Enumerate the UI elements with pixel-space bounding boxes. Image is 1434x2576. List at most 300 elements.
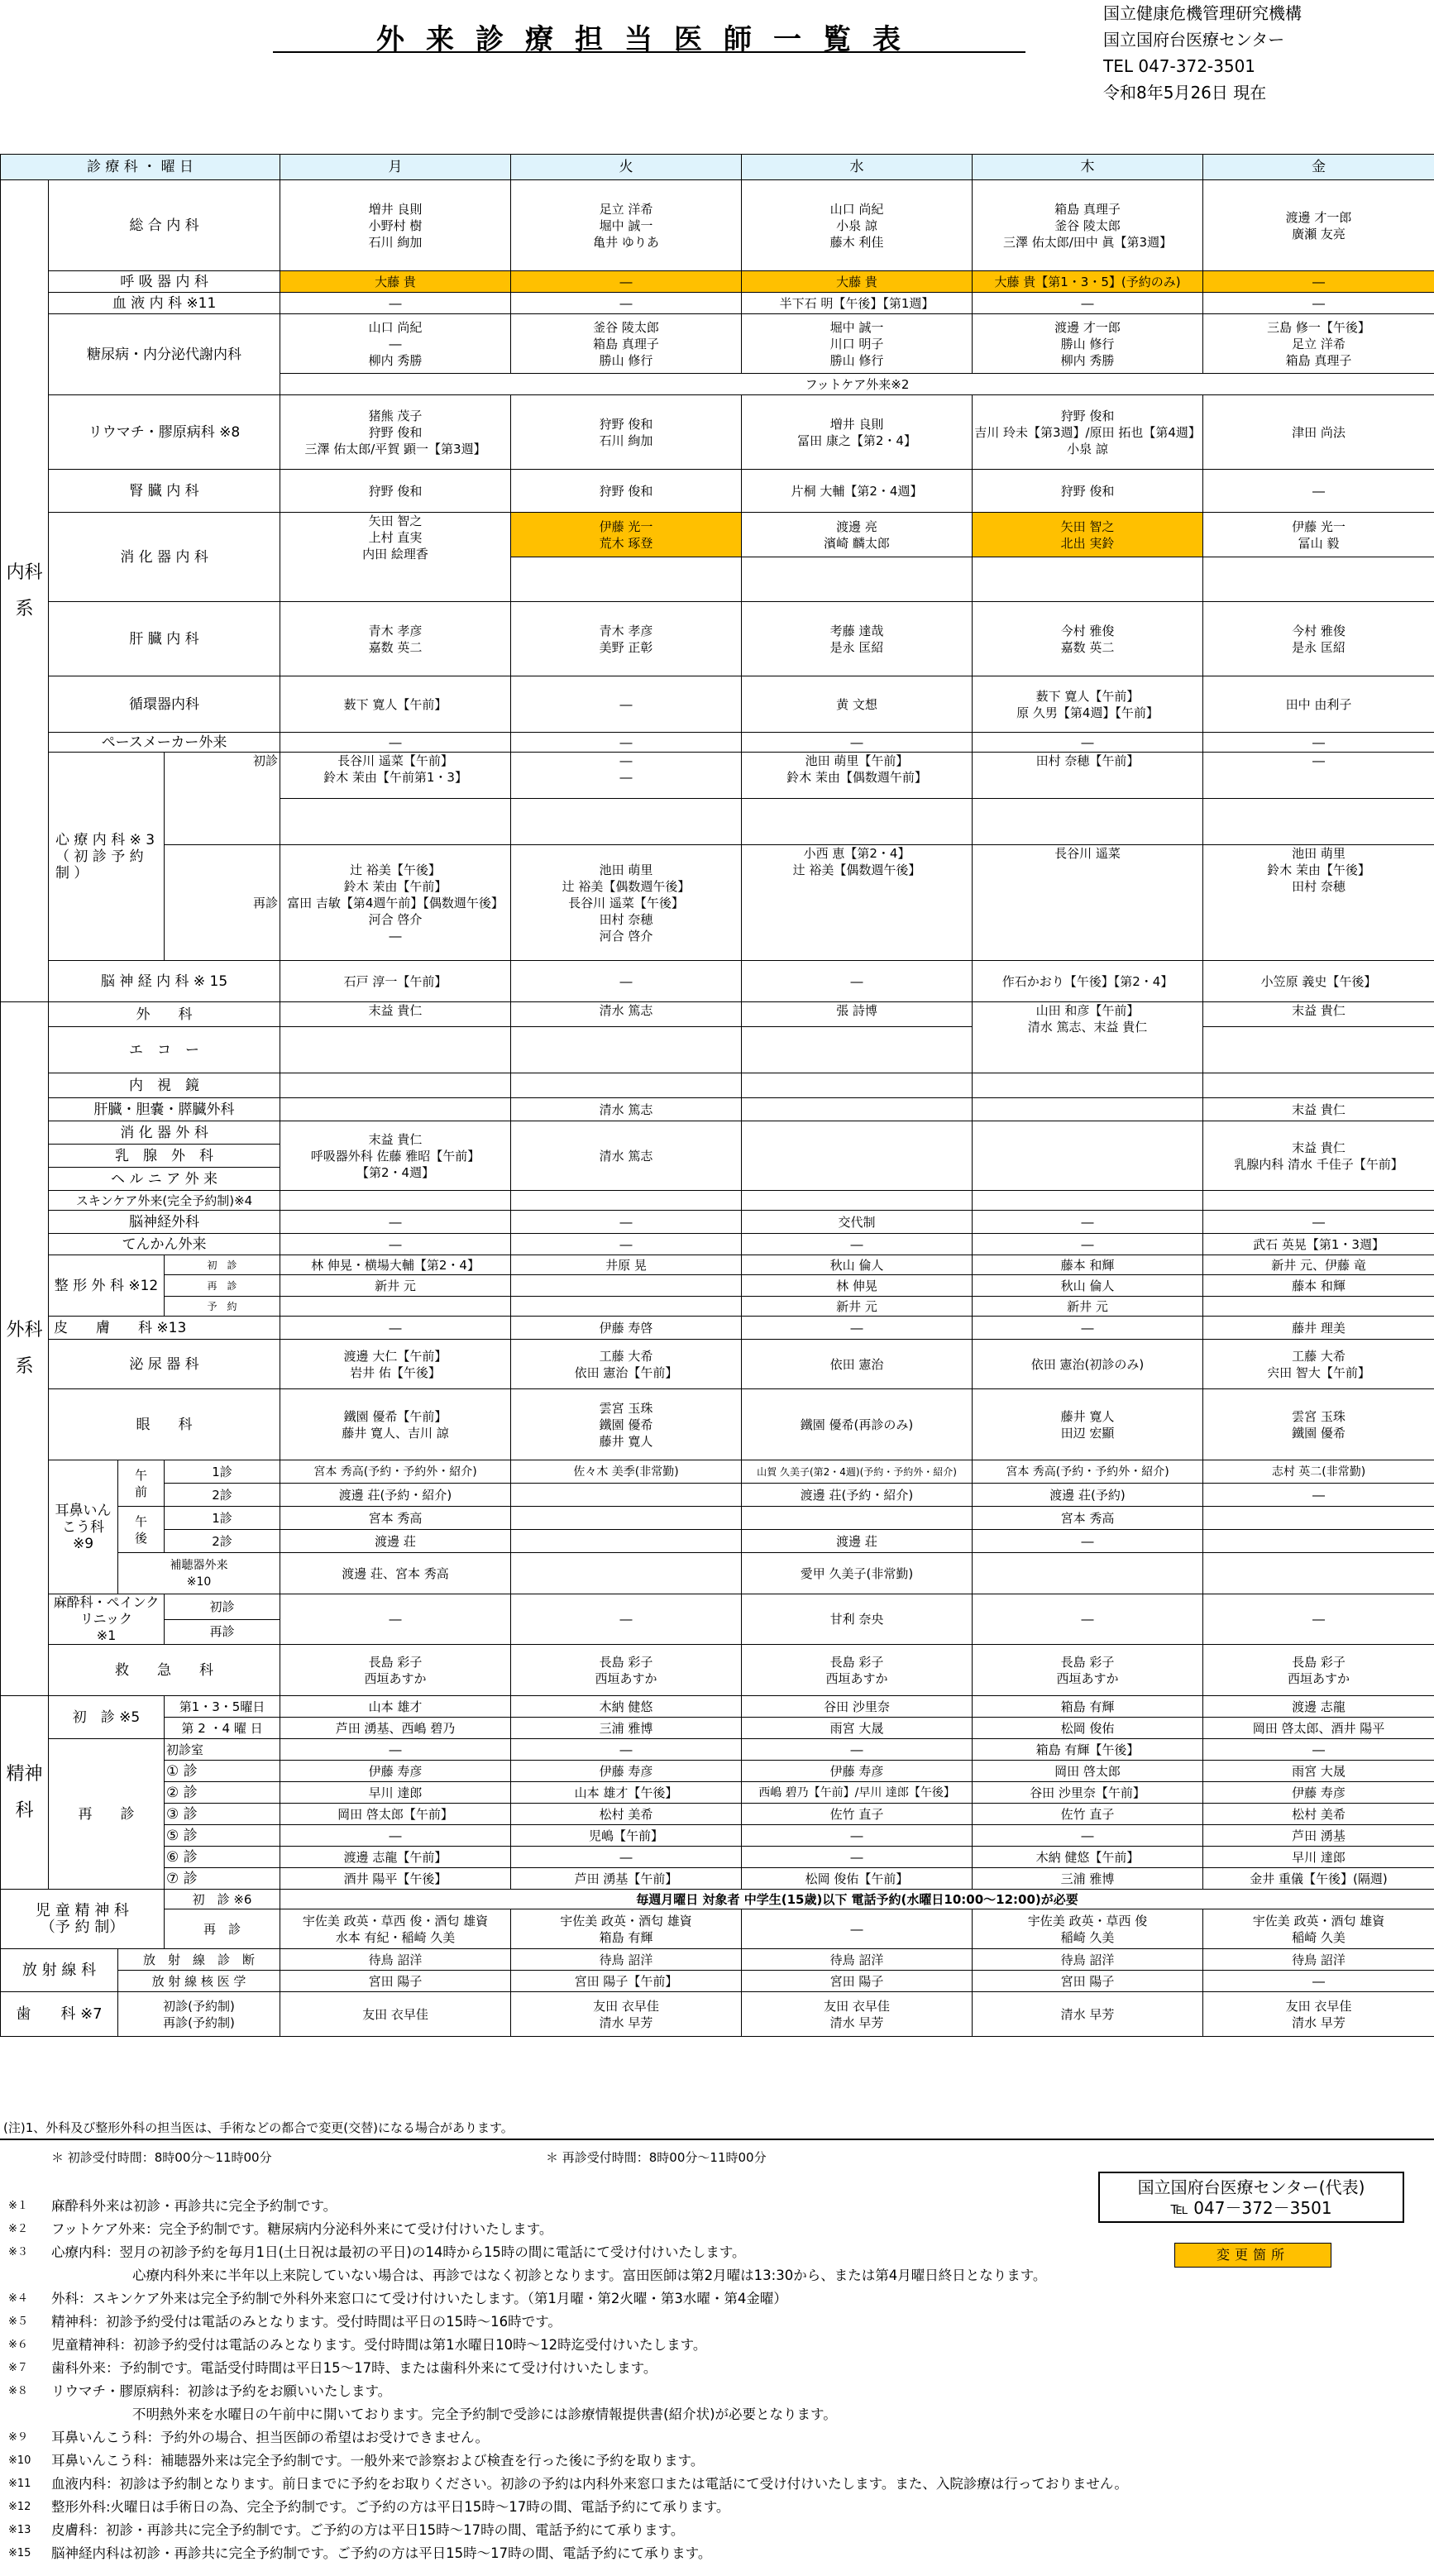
table-row: [1, 602, 1434, 676]
cell-seikei-s-fri: 新井 元、伊藤 竜: [1203, 1255, 1434, 1275]
cell-shoukaki-fri: 伊藤 光一 冨山 毅: [1203, 513, 1434, 557]
dept-shoukaki: 消 化 器 内 科: [49, 513, 280, 602]
cell-seishin-r5-wed: ―: [742, 1825, 973, 1847]
sub-seishin-w135: 第1・3・5曜日: [165, 1696, 280, 1718]
cell-hoshasen-d-mon: 待鳥 詔洋: [280, 1949, 511, 1971]
header-thu: 木: [973, 155, 1203, 180]
cell-seishin-r3-fri: 松村 美希: [1203, 1804, 1434, 1825]
cell-seishin-r7-tue: 芦田 湧基【午前】: [511, 1868, 742, 1890]
cell-junkanki-mon: 薮下 寛人【午前】: [280, 676, 511, 733]
cell-sougou-mon: 増井 良則 小野村 樹 石川 絢加: [280, 180, 511, 271]
cell-geka-tue: 清水 篤志: [511, 1002, 742, 1027]
cell-jibi-am1-tue: 佐々木 美季(非常勤): [511, 1460, 742, 1484]
table-header-row: [1, 155, 1434, 180]
cell-jibi-h-tue: [511, 1553, 742, 1594]
table-row: [1, 753, 1434, 799]
cell-kyukyu-thu: 長島 彩子 西垣あすか: [973, 1645, 1203, 1696]
dept-hoshasen: 放 射 線 科: [1, 1949, 118, 1992]
table-row: [1, 1191, 1434, 1211]
sub-jido-saishin: 再 診: [165, 1909, 280, 1949]
note-item: [8, 2542, 1431, 2565]
cell-kanzo-tue: 青木 孝彦 美野 正彰: [511, 602, 742, 676]
cell-noshinkeigeka-wed: 交代制: [742, 1211, 973, 1234]
cell-seikei-r-tue: [511, 1275, 742, 1297]
cell-noshinkeigeka-fri: ―: [1203, 1211, 1434, 1234]
cell-shinryo-s-fri: ―: [1203, 753, 1434, 799]
table-row: [1, 845, 1434, 903]
table-row: [1, 1002, 1434, 1027]
empty-cell: [973, 1098, 1203, 1121]
cell-hifu-tue: 伊藤 寿啓: [511, 1317, 742, 1340]
cell-hifu-thu: ―: [973, 1317, 1203, 1340]
sub-seishin-r7: ⑦ 診: [165, 1868, 280, 1890]
empty-cell: [973, 1121, 1203, 1191]
dept-jibi: 耳鼻いんこう科 ※9: [49, 1460, 118, 1594]
cell-masui-mon: ―: [280, 1594, 511, 1645]
note-text: 脳神経内科は初診・再診共に完全予約制です。ご予約の方は平日15時～17時の間、電話予約にて承ります。: [51, 2545, 712, 2561]
cell-hoshasen-k-mon: 宮田 陽子: [280, 1971, 511, 1992]
cell-shoukaki-thu: 矢田 智之 北出 実鈴: [973, 513, 1203, 557]
sub-shinryo-saishin: 再診: [165, 845, 280, 961]
table-row: [1, 314, 1434, 374]
dept-ketsueki: 血 液 内 科 ※11: [49, 293, 280, 314]
empty-cell: [742, 1121, 973, 1191]
org-name-2: 国立国府台医療センター: [1103, 30, 1285, 50]
cell-seikei-s-thu: 藤本 和輝: [973, 1255, 1203, 1275]
dept-shoukaki-geka: 消 化 器 外 科: [49, 1121, 280, 1145]
cell-pacemaker-thu: ―: [973, 733, 1203, 753]
cell-ganka-thu: 藤井 寛人 田辺 宏顯: [973, 1389, 1203, 1460]
cell-sougou-tue: 足立 洋希 堀中 誠一 亀井 ゆりあ: [511, 180, 742, 271]
cell-seishin-a-tue: 木納 健悠: [511, 1696, 742, 1718]
cell-seikei-y-thu: 新井 元: [973, 1297, 1203, 1317]
footer-notes: [0, 2143, 1434, 2576]
header-fri: 金: [1203, 155, 1434, 180]
cell-pacemaker-wed: ―: [742, 733, 973, 753]
table-row: [1, 1804, 1434, 1825]
cell-seishin-r7-wed: 松岡 俊佑【午前】: [742, 1868, 973, 1890]
dept-hifu: 皮 膚 科 ※13: [49, 1317, 280, 1340]
cell-geka-thu: 山田 和彦【午前】 清水 篤志、末益 貴仁: [973, 1002, 1203, 1073]
note-mark: ※９: [8, 2431, 28, 2444]
cell-seikei-r-mon: 新井 元: [280, 1275, 511, 1297]
empty-cell: [1203, 1073, 1434, 1098]
cell-ketsueki-thu: ―: [973, 293, 1203, 314]
cell-seishin-r6-thu: 木納 健悠【午前】: [973, 1847, 1203, 1868]
cell-ganka-wed: 鐵園 優希(再診のみ): [742, 1389, 973, 1460]
table-row: [1, 1507, 1434, 1530]
cell-ganka-mon: 鐵園 優希【午前】 藤井 寛人、吉川 諒: [280, 1389, 511, 1460]
note-item: [8, 2264, 1431, 2287]
cell-shinryo-s-wed: 池田 萌里【午前】 鈴木 茉由【偶数週午前】: [742, 753, 973, 799]
cell-hoshasen-d-wed: 待鳥 詔洋: [742, 1949, 973, 1971]
cell-kokyuki-tue: ―: [511, 271, 742, 293]
cell-jibi-am1-wed: 山賀 久美子(第2・4週)(予約・予約外・紹介): [742, 1460, 973, 1484]
sub-seikei-yoyaku: 予 約: [165, 1297, 280, 1317]
empty-cell: [1203, 557, 1434, 602]
cell-jibi-am2-fri: ―: [1203, 1484, 1434, 1507]
note-mark: ※８: [8, 2385, 28, 2397]
sub-shika: 初診(予約制) 再診(予約制): [118, 1992, 280, 2037]
cell-footcare: フットケア外来※2: [280, 374, 1434, 395]
dept-shinryo: 心 療 内 科 ※ 3 （ 初 診 予 約 制 ）: [49, 753, 165, 961]
cell-hinyoki-mon: 渡邊 大仁【午前】 岩井 佑【午後】: [280, 1340, 511, 1389]
note-text: 血液内科：初診は予約制となります。前日までに予約をお取りください。初診の予約は内科外来窓口または電話にて受け付けいたします。また、入院診療は行っておりません。: [51, 2476, 1128, 2492]
table-row: [1, 1484, 1434, 1507]
empty-cell: [280, 1098, 511, 1121]
cell-shika-wed: 友田 衣早佳 清水 早芳: [742, 1992, 973, 2037]
note-text: 皮膚科：初診・再診共に完全予約制です。ご予約の方は平日15時～17時の間、電話予約にて承ります。: [51, 2522, 685, 2538]
cell-seishin-r2-thu: 谷田 沙里奈【午前】: [973, 1782, 1203, 1804]
cell-shinryo-s-thu: 田村 奈穂【午前】: [973, 753, 1203, 799]
table-row: [1, 1027, 1434, 1073]
dept-seishin-saishin: 再 診: [49, 1739, 165, 1890]
dept-tonyo: 糖尿病・内分泌代謝内科: [49, 314, 280, 395]
organization-info: [1103, 0, 1302, 106]
cell-tonyo-tue: 釜谷 陵太郎 箱島 真理子 勝山 修行: [511, 314, 742, 374]
cell-seishin-b-mon: 芦田 湧基、西嶋 碧乃: [280, 1718, 511, 1739]
note-mark: ※11: [8, 2478, 31, 2490]
cell-jibi-am1-fri: 志村 英二(非常勤): [1203, 1460, 1434, 1484]
cell-hoshasen-d-tue: 待鳥 詔洋: [511, 1949, 742, 1971]
table-row: [1, 1317, 1434, 1340]
cell-kantan-tue: 清水 篤志: [511, 1098, 742, 1121]
sub-shinryo-shoshin: 初診: [165, 753, 280, 845]
table-row: [1, 1909, 1434, 1949]
cell-kokyuki-mon: 大藤 貴: [280, 271, 511, 293]
cell-kyukyu-tue: 長島 彩子 西垣あすか: [511, 1645, 742, 1696]
table-row: [1, 1696, 1434, 1718]
note-item: [8, 2519, 1431, 2542]
cell-kantan-fri: 末益 貴仁: [1203, 1098, 1434, 1121]
cell-seikei-y-wed: 新井 元: [742, 1297, 973, 1317]
dept-seikei: 整 形 外 科 ※12: [49, 1255, 165, 1317]
note-mark: ※13: [8, 2524, 31, 2536]
cell-ganka-fri: 雲宮 玉珠 鐵園 優希: [1203, 1389, 1434, 1460]
table-row: [1, 271, 1434, 293]
table-row: [1, 1389, 1434, 1460]
cell-tonyo-fri: 三島 修一【午後】 足立 洋希 箱島 真理子: [1203, 314, 1434, 374]
empty-cell: [973, 799, 1203, 845]
cell-kanzo-wed: 考藤 達哉 是永 匡紹: [742, 602, 973, 676]
empty-cell: [511, 1073, 742, 1098]
note-item: [8, 2403, 1431, 2426]
cell-masui-thu: ―: [973, 1594, 1203, 1645]
cell-hoshasen-k-thu: 宮田 陽子: [973, 1971, 1203, 1992]
cell-tenkan-wed: ―: [742, 1234, 973, 1255]
cell-seishin-r6-mon: 渡邊 志龍【午前】: [280, 1847, 511, 1868]
cell-seikei-s-tue: 井原 晃: [511, 1255, 742, 1275]
table-row: [1, 1992, 1434, 2037]
cell-seishin-r3-mon: 岡田 啓太郎【午前】: [280, 1804, 511, 1825]
cell-shoukaki-tue: 伊藤 光一 荒木 琢登: [511, 513, 742, 557]
dept-masui: 麻酔科・ペインクリニック ※1: [49, 1594, 165, 1645]
cell-kokyuki-thu: 大藤 貴【第1・3・5】(予約のみ): [973, 271, 1203, 293]
note-item: [8, 2473, 1431, 2496]
cell-seishin-r0-fri: ―: [1203, 1739, 1434, 1761]
cell-hoshasen-d-thu: 待鳥 詔洋: [973, 1949, 1203, 1971]
dept-sougou: 総 合 内 科: [49, 180, 280, 271]
cell-hoshasen-k-tue: 宮田 陽子【午前】: [511, 1971, 742, 1992]
note-item: [8, 2241, 1431, 2264]
cell-hinyoki-fri: 工藤 大希 宍田 智大【午前】: [1203, 1340, 1434, 1389]
note-mark: ※５: [8, 2316, 28, 2328]
dept-noshinkeigeka: 脳神経外科: [49, 1211, 280, 1234]
dept-kyukyu: 救 急 科: [49, 1645, 280, 1696]
cell-pacemaker-mon: ―: [280, 733, 511, 753]
sub-jibi-pm2: 2診: [165, 1530, 280, 1553]
cell-jibi-am1-mon: 宮本 秀高(予約・予約外・紹介): [280, 1460, 511, 1484]
sub-seishin-r3: ③ 診: [165, 1804, 280, 1825]
cell-shika-mon: 友田 衣早佳: [280, 1992, 511, 2037]
cell-shinryo-s-mon: 長谷川 遥菜【午前】 鈴木 茉由【午前第1・3】: [280, 753, 511, 799]
cell-seikei-r-fri: 藤本 和輝: [1203, 1275, 1434, 1297]
table-row: [1, 513, 1434, 557]
cell-seishin-r5-thu: ―: [973, 1825, 1203, 1847]
cell-seishin-r2-tue: 山本 雄才【午後】: [511, 1782, 742, 1804]
cell-jido-r-thu: 宇佐美 政英・草西 俊 稲崎 久美: [973, 1909, 1203, 1949]
sub-jido-shoshin: 初 診 ※6: [165, 1890, 280, 1909]
empty-cell: [742, 1027, 973, 1073]
cell-seishin-r0-wed: ―: [742, 1739, 973, 1761]
table-row: [1, 1718, 1434, 1739]
cell-jibi-am1-thu: 宮本 秀高(予約・予約外・紹介): [973, 1460, 1203, 1484]
cell-junkanki-fri: 田中 由利子: [1203, 676, 1434, 733]
table-row: [1, 1275, 1434, 1297]
cell-ryumachi-thu: 狩野 俊和 吉川 玲未【第3週】/原田 拓也【第4週】 小泉 諒: [973, 395, 1203, 470]
org-name-1: 国立健康危機管理研究機構: [1103, 3, 1302, 23]
cell-hinyoki-tue: 工藤 大希 依田 憲治【午前】: [511, 1340, 742, 1389]
note-mark: ※15: [8, 2547, 31, 2559]
cell-seishin-r1-mon: 伊藤 寿彦: [280, 1761, 511, 1782]
cell-seikei-s-mon: 林 伸晃・横場大輔【第2・4】: [280, 1255, 511, 1275]
group-naika: 内科系: [1, 180, 49, 1002]
dept-skincare: スキンケア外来(完全予約制)※4: [49, 1191, 280, 1211]
table-row: [1, 1739, 1434, 1761]
cell-jibi-pm1-thu: 宮本 秀高: [973, 1507, 1203, 1530]
sub-jibi-am1: 1診: [165, 1460, 280, 1484]
cell-seishin-a-mon: 山本 雄才: [280, 1696, 511, 1718]
note-item: [8, 2195, 1431, 2218]
note-text: 心療内科：翌月の初診予約を毎月1日(土日祝は最初の平日)の14時から15時の間に電話にて受け付けいたします。: [51, 2244, 746, 2260]
group-seishin: 精神科: [1, 1696, 49, 1890]
cell-seishin-a-fri: 渡邊 志龍: [1203, 1696, 1434, 1718]
cell-seikei-r-wed: 林 伸晃: [742, 1275, 973, 1297]
cell-jinzo-wed: 片桐 大輔【第2・4週】: [742, 470, 973, 513]
schedule-table: [0, 154, 1434, 2037]
empty-cell: [280, 799, 511, 845]
cell-kanzo-fri: 今村 雅俊 是永 匡紹: [1203, 602, 1434, 676]
cell-seishin-b-tue: 三浦 雅博: [511, 1718, 742, 1739]
cell-seishin-r3-wed: 佐竹 直子: [742, 1804, 973, 1825]
cell-kyukyu-fri: 長島 彩子 西垣あすか: [1203, 1645, 1434, 1696]
empty-cell: [511, 1027, 742, 1073]
cell-jinzo-mon: 狩野 俊和: [280, 470, 511, 513]
cell-hoshasen-k-wed: 宮田 陽子: [742, 1971, 973, 1992]
table-row: [1, 1340, 1434, 1389]
cell-jibi-pm2-wed: 渡邊 荘: [742, 1530, 973, 1553]
note-surgery-change: (注)1、外科及び整形外科の担当医は、手術などの都合で変更(交替)になる場合があります。: [0, 2115, 1434, 2140]
header-mon: 月: [280, 155, 511, 180]
cell-seishin-r6-fri: 早川 達郎: [1203, 1847, 1434, 1868]
cell-jibi-pm1-wed: [742, 1507, 973, 1530]
cell-jibi-h-fri: [1203, 1553, 1434, 1594]
dept-tenkan: てんかん外来: [49, 1234, 280, 1255]
note-text: 精神科：初診予約受付は電話のみとなります。受付時間は平日の15時～16時です。: [51, 2314, 562, 2330]
representative-name: 国立国府台医療センター(代表): [1137, 2177, 1365, 2197]
note-item: [8, 2218, 1431, 2241]
cell-seishin-r2-wed: 西嶋 碧乃【午前】/早川 達郎【午後】: [742, 1782, 973, 1804]
cell-tenkan-tue: ―: [511, 1234, 742, 1255]
cell-noshinkei-thu: 作石かおり【午後】【第2・4】: [973, 961, 1203, 1002]
cell-noshinkei-tue: ―: [511, 961, 742, 1002]
cell-seikei-y-tue: [511, 1297, 742, 1317]
cell-hinyoki-wed: 依田 憲治: [742, 1340, 973, 1389]
representative-tel: ℡ 047－372－3501: [1170, 2198, 1332, 2218]
note-text: 耳鼻いんこう科：予約外の場合、担当医師の希望はお受けできません。: [51, 2430, 489, 2445]
cell-masui-wed: 甘利 奈央: [742, 1594, 973, 1645]
cell-tenkan-mon: ―: [280, 1234, 511, 1255]
empty-cell: [511, 799, 742, 845]
sub-seikei-shoshin: 初 診: [165, 1255, 280, 1275]
table-row: [1, 1121, 1434, 1145]
empty-cell: [280, 1027, 511, 1073]
cell-pacemaker-tue: ―: [511, 733, 742, 753]
table-row: [1, 1868, 1434, 1890]
cell-seishin-r3-thu: 佐竹 直子: [973, 1804, 1203, 1825]
cell-sougou-thu: 箱島 真理子 釜谷 陵太郎 三澤 佑太郎/田中 眞【第3週】: [973, 180, 1203, 271]
cell-ryumachi-wed: 増井 良則 冨田 康之【第2・4】: [742, 395, 973, 470]
table-row: [1, 1460, 1434, 1484]
cell-noshinkei-wed: ―: [742, 961, 973, 1002]
cell-geka-fri: 末益 貴仁: [1203, 1002, 1434, 1027]
cell-ketsueki-tue: ―: [511, 293, 742, 314]
cell-kyukyu-mon: 長島 彩子 西垣あすか: [280, 1645, 511, 1696]
note-text: 児童精神科：初診予約受付は電話のみとなります。受付時間は第1水曜日10時～12時迄受付けいたします。: [51, 2337, 707, 2353]
note-mark: ※４: [8, 2292, 28, 2305]
table-row: [1, 1890, 1434, 1909]
cell-noshinkei-mon: 石戸 淳一【午前】: [280, 961, 511, 1002]
cell-shika-tue: 友田 衣早佳 清水 早芳: [511, 1992, 742, 2037]
page-title: 外来診療担当医師一覧表: [376, 23, 922, 56]
table-row: [1, 733, 1434, 753]
cell-jibi-pm1-tue: [511, 1507, 742, 1530]
cell-geka-mon: 末益 貴仁: [280, 1002, 511, 1027]
note-text: リウマチ・膠原病科：初診は予約をお願いいたします。: [51, 2383, 392, 2399]
table-row: [1, 1761, 1434, 1782]
cell-jinzo-tue: 狩野 俊和: [511, 470, 742, 513]
cell-seishin-a-wed: 谷田 沙里奈: [742, 1696, 973, 1718]
sub-jibi-hochoki: 補聴器外来 ※10: [118, 1553, 280, 1594]
dept-junkanki: 循環器内科: [49, 676, 280, 733]
cell-shika-fri: 友田 衣早佳 清水 早芳: [1203, 1992, 1434, 2037]
cell-tonyo-thu: 渡邊 才一郎 勝山 修行 柳内 秀勝: [973, 314, 1203, 374]
cell-jibi-h-thu: [973, 1553, 1203, 1594]
note-mark: ※10: [8, 2454, 31, 2467]
sub-seikei-saishin: 再 診: [165, 1275, 280, 1297]
note-text: 心療内科外来に半年以上来院していない場合は、再診ではなく初診となります。富田医師は第2月曜は13:30から、または第4月曜日終日となります。: [132, 2268, 1047, 2283]
table-row: [1, 180, 1434, 271]
cell-seikei-r-thu: 秋山 倫人: [973, 1275, 1203, 1297]
cell-seikei-y-fri: [1203, 1297, 1434, 1317]
cell-seishin-r6-tue: ―: [511, 1847, 742, 1868]
cell-ryumachi-fri: 津田 尚法: [1203, 395, 1434, 470]
sub-seishin-w24: 第 2 ・4 曜 日: [165, 1718, 280, 1739]
cell-seishin-r2-mon: 早川 達郎: [280, 1782, 511, 1804]
cell-masui-tue: ―: [511, 1594, 742, 1645]
as-of-date: 令和8年5月26日 現在: [1103, 83, 1267, 103]
cell-shoukaki-mon: 矢田 智之 上村 直実 内田 絵理香: [280, 513, 511, 602]
cell-seishin-r1-thu: 岡田 啓太郎: [973, 1761, 1203, 1782]
dept-seishin-shoshin: 初 診 ※5: [49, 1696, 165, 1739]
table-row: [1, 470, 1434, 513]
dept-noshinkei: 脳 神 経 内 科 ※ 15: [49, 961, 280, 1002]
note-mark: ※１: [8, 2200, 28, 2212]
cell-hifu-fri: 藤井 理美: [1203, 1317, 1434, 1340]
cell-hifu-mon: ―: [280, 1317, 511, 1340]
cell-seishin-r1-wed: 伊藤 寿彦: [742, 1761, 973, 1782]
table-row: [1, 1553, 1434, 1594]
cell-jido-r-fri: 宇佐美 政英・酒匂 雄資 稲崎 久美: [1203, 1909, 1434, 1949]
dept-jinzo: 腎 臓 内 科: [49, 470, 280, 513]
table-row: [1, 1645, 1434, 1696]
empty-cell: [1203, 1191, 1434, 1211]
cell-jinzo-fri: ―: [1203, 470, 1434, 513]
table-row: [1, 1847, 1434, 1868]
sub-seishin-r6: ⑥ 診: [165, 1847, 280, 1868]
title-underline: [273, 51, 1025, 53]
table-row: [1, 1825, 1434, 1847]
cell-shinryo-s-tue: ― ―: [511, 753, 742, 799]
cell-jibi-pm2-mon: 渡邊 荘: [280, 1530, 511, 1553]
cell-junkanki-wed: 黄 文想: [742, 676, 973, 733]
cell-shoukaki-group-tue: 清水 篤志: [511, 1121, 742, 1191]
sub-jibi-pm1: 1診: [165, 1507, 280, 1530]
sub-masui-saishin: 再診: [165, 1619, 280, 1645]
note-item: [8, 2287, 1431, 2311]
cell-jibi-h-mon: 渡邊 荘、宮本 秀高: [280, 1553, 511, 1594]
cell-noshinkeigeka-tue: ―: [511, 1211, 742, 1234]
empty-cell: [973, 557, 1203, 602]
org-tel: TEL 047-372-3501: [1103, 56, 1256, 76]
table-row: [1, 1073, 1434, 1098]
cell-junkanki-thu: 薮下 寛人【午前】 原 久男【第4週】【午前】: [973, 676, 1203, 733]
cell-seishin-r5-tue: 児嶋【午前】: [511, 1825, 742, 1847]
cell-seishin-a-thu: 箱島 有輝: [973, 1696, 1203, 1718]
cell-hinyoki-thu: 依田 憲治(初診のみ): [973, 1340, 1203, 1389]
cell-jibi-am2-wed: 渡邊 荘(予約・紹介): [742, 1484, 973, 1507]
cell-seishin-r0-tue: ―: [511, 1739, 742, 1761]
cell-jibi-am2-mon: 渡邊 荘(予約・紹介): [280, 1484, 511, 1507]
cell-seishin-r1-fri: 雨宮 大晟: [1203, 1761, 1434, 1782]
dept-kanzo: 肝 臓 内 科: [49, 602, 280, 676]
cell-ganka-tue: 雲宮 玉珠 鐵園 優希 藤井 寛人: [511, 1389, 742, 1460]
empty-cell: [280, 1073, 511, 1098]
sub-hoshasen-shindan: 放 射 線 診 断: [118, 1949, 280, 1971]
table-row: [1, 961, 1434, 1002]
cell-kokyuki-fri: ―: [1203, 271, 1434, 293]
note-item: [8, 2311, 1431, 2334]
cell-shinryo-r-mon: 辻 裕美【午後】 鈴木 茉由【午前】 富田 吉敏【第4週午前】【偶数週午後】 河合 啓介 ―: [280, 845, 511, 961]
empty-cell: [742, 1098, 973, 1121]
dept-kokyuki: 呼 吸 器 内 科: [49, 271, 280, 293]
cell-noshinkeigeka-mon: ―: [280, 1211, 511, 1234]
cell-ryumachi-mon: 猪熊 茂子 狩野 俊和 三澤 佑太郎/平賀 顕一【第3週】: [280, 395, 511, 470]
table-row: [1, 1211, 1434, 1234]
cell-hoshasen-k-fri: ―: [1203, 1971, 1434, 1992]
empty-cell: [742, 1073, 973, 1098]
cell-tenkan-fri: 武石 英晃【第1・3週】: [1203, 1234, 1434, 1255]
